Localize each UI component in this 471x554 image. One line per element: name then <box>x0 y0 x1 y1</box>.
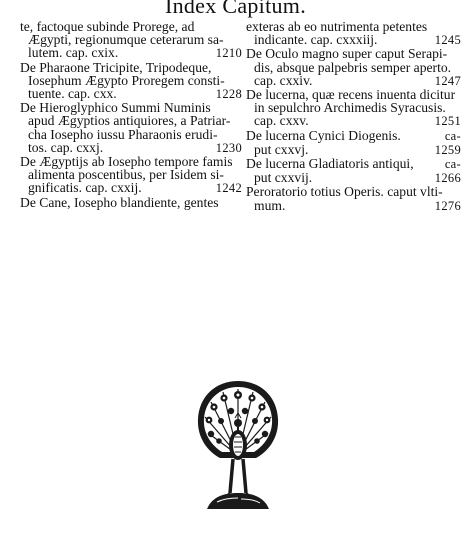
page-number: 1251 <box>434 114 461 129</box>
index-line <box>246 33 461 47</box>
index-line <box>20 114 242 127</box>
entry-text: in sepulchro Archimedis Syracusis. <box>254 100 446 116</box>
entry-text: dis, absque palpebris semper aperto. <box>254 59 452 75</box>
peacock-tree-woodcut-icon <box>193 375 283 526</box>
entry-text: De Ægyptijs ab Iosepho tempore famis <box>20 154 233 170</box>
entry-text: alimenta poscentibus, per Isidem si- <box>28 167 224 183</box>
index-line <box>246 47 461 60</box>
entry-text: mum. <box>254 197 286 213</box>
entry-text: exteras ab eo nutrimenta petentes <box>246 19 428 34</box>
page-number: 1247 <box>434 73 461 88</box>
entry-text: tuente. cap. cxx. <box>28 86 117 102</box>
index-entry <box>246 20 461 47</box>
page-number: 1245 <box>434 33 461 48</box>
index-line <box>246 199 461 213</box>
index-line <box>246 143 461 157</box>
index-column-right <box>246 20 461 213</box>
entry-text: te, factoque subinde Prorege, ad <box>20 19 195 34</box>
page-number: 1276 <box>434 198 461 213</box>
index-entry <box>20 101 242 155</box>
entry-text: De lucerna, quæ recens inuenta dicitur <box>246 87 456 103</box>
entry-text: put cxxvj. <box>254 141 309 157</box>
page-number: ca- <box>444 157 461 172</box>
index-entry <box>246 185 461 212</box>
index-line <box>20 46 242 60</box>
entry-text: lutem. cap. cxix. <box>28 45 119 61</box>
index-entry <box>20 155 242 196</box>
index-column-left <box>20 20 242 209</box>
entry-text: De Cane, Iosepho blandiente, gentes <box>20 194 219 210</box>
entry-text: put cxxvij. <box>254 170 313 186</box>
page-number: 1228 <box>215 87 242 102</box>
entry-text: tos. cap. cxxj. <box>28 139 104 155</box>
entry-text: indicante. cap. cxxxiij. <box>254 32 378 48</box>
entry-text: Iosephum Ægypto Proregem consti- <box>28 72 225 88</box>
index-entry <box>20 61 242 102</box>
index-line <box>246 171 461 185</box>
entry-text: cap. cxxiv. <box>254 72 313 88</box>
index-line <box>20 141 242 155</box>
entry-text: Ægypti, regionumque ceterarum sa- <box>28 32 224 48</box>
index-line <box>20 181 242 195</box>
index-entry <box>20 20 242 61</box>
index-line <box>20 87 242 101</box>
index-line <box>20 196 242 209</box>
page-header: Index Capitum. <box>164 0 307 18</box>
index-line <box>20 128 242 141</box>
entry-text: De Hieroglyphico Summi Numinis <box>20 100 211 116</box>
index-entry <box>246 88 461 129</box>
index-line <box>246 157 461 171</box>
entry-text: cap. cxxv. <box>254 113 309 129</box>
entry-text: De Pharaone Tricipite, Tripodeque, <box>20 59 212 75</box>
entry-text: De Oculo magno super caput Serapi- <box>246 46 448 62</box>
entry-text: gnificatis. cap. cxxij. <box>28 180 142 196</box>
page-number: ca- <box>444 128 461 143</box>
index-entry <box>246 157 461 185</box>
index-line <box>246 185 461 198</box>
index-line <box>246 74 461 88</box>
entry-text: De lucerna Gladiatoris antiqui, <box>246 156 414 172</box>
index-entry <box>20 196 242 209</box>
index-line <box>246 114 461 128</box>
index-line <box>246 129 461 143</box>
index-entry <box>246 47 461 88</box>
page-number: 1266 <box>434 171 461 186</box>
page-number: 1242 <box>215 181 242 196</box>
page-number: 1230 <box>215 140 242 155</box>
entry-text: De lucerna Cynici Diogenis. <box>246 127 401 143</box>
index-line <box>20 61 242 74</box>
page-number: 1210 <box>215 46 242 61</box>
entry-text: cha Iosepho iussu Pharaonis erudi- <box>28 126 218 142</box>
entry-text: Peroratorio totius Operis. caput vlti- <box>246 184 443 200</box>
index-entry <box>246 129 461 157</box>
page-number: 1259 <box>434 142 461 157</box>
entry-text: apud Ægyptios antiquiores, a Patriar- <box>28 113 231 129</box>
index-line <box>246 61 461 74</box>
